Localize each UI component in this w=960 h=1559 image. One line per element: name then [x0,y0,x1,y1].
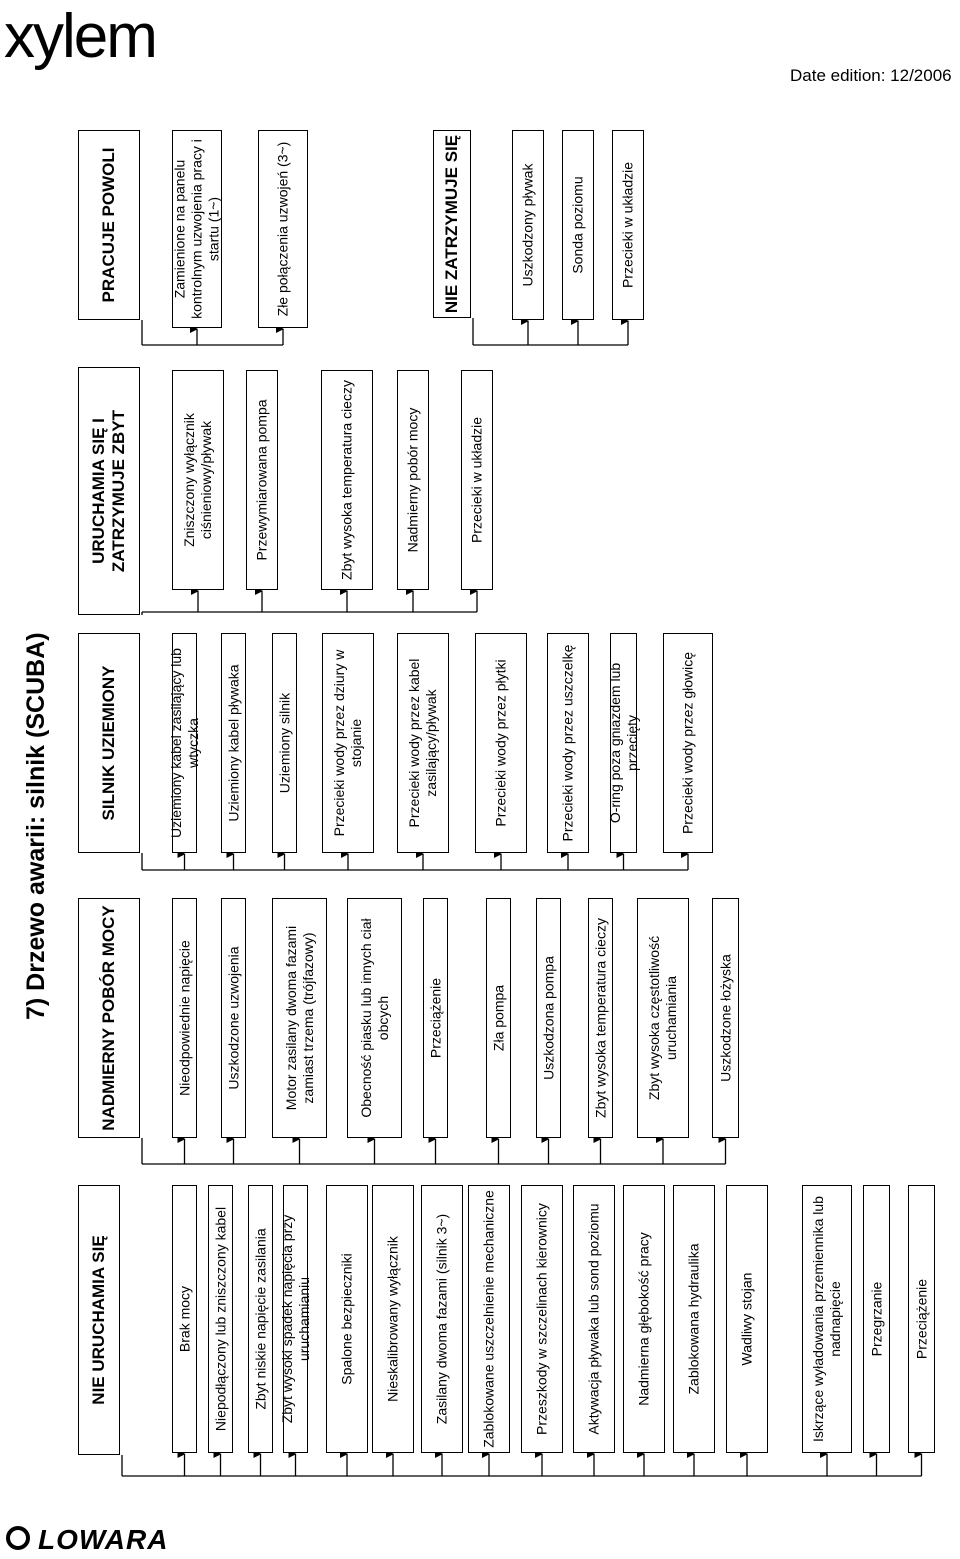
cause-silnik-uziemiony [547,633,589,853]
cause-nie-uruchamia [468,1185,510,1453]
cause-nie-uruchamia [278,1185,312,1453]
cause-uruchamia-zatrzymuje [397,370,429,590]
cause-uruchamia-zatrzymuje [321,370,373,590]
cause-pracuje-powoli-label: Złe połączenia uzwojeń (3~) [274,141,291,317]
cause-nadmierny-pobor [172,898,197,1138]
cause-nadmierny-pobor [221,898,246,1138]
cause-nie-zatrzymuje [612,130,644,320]
cause-uruchamia-zatrzymuje-label: Nadmierny pobór mocy [404,407,421,553]
cause-uruchamia-zatrzymuje-label: Przewymiarowana pompa [253,399,270,561]
cause-uruchamia-zatrzymuje-label: Zbyt wysoka temperatura cieczy [338,380,355,580]
heading-nie-uruchamia-label: NIE URUCHAMIA SIĘ [89,1235,108,1405]
cause-nadmierny-pobor-label: Uszkodzone uzwojenia [225,946,241,1090]
heading-uruchamia-zatrzymuje [78,367,140,615]
cause-uruchamia-zatrzymuje-label: Zniszczony wyłącznik ciśnieniowy/pływak [181,413,214,547]
cause-nie-uruchamia-label: Zbyt niskie napięcie zasilania [252,1228,268,1410]
cause-nadmierny-pobor-label: Zbyt wysoka częstotliwość uruchamiania [646,935,679,1101]
cause-nie-uruchamia-label: Wadliwy stojan [738,1272,755,1366]
cause-uruchamia-zatrzymuje [461,370,493,590]
cause-nadmierny-pobor-label: Motor zasilany dwoma fazami zamiast trzema (trójfazowy) [282,925,316,1111]
lowara-ring-icon [6,1526,30,1550]
cause-nie-uruchamia [172,1185,197,1453]
lowara-logo [4,1522,169,1558]
cause-nie-uruchamia-label: Przeciążenie [913,1278,929,1360]
cause-nie-uruchamia-label: Nadmierna głębokość pracy [635,1232,652,1406]
cause-silnik-uziemiony [606,633,640,853]
cause-nie-uruchamia-label: Iskrzące wyładowania przemiennika lub nadnapięcie [810,1196,843,1442]
cause-silnik-uziemiony [272,633,297,853]
cause-silnik-uziemiony-label: Przecieki wody przez płytki [492,659,509,827]
cause-nie-uruchamia-label: Zasilany dwoma fazami (silnik 3~) [433,1213,450,1425]
cause-silnik-uziemiony [322,633,374,853]
cause-nadmierny-pobor [423,898,448,1138]
cause-nadmierny-pobor-label: Zła pompa [490,984,506,1052]
cause-nadmierny-pobor [712,898,739,1138]
cause-silnik-uziemiony-label: Przecieki wody przez uszczelkę [559,644,576,842]
cause-silnik-uziemiony-label: Przecieki wody przez głowicę [679,651,696,835]
cause-nadmierny-pobor [272,898,327,1138]
cause-silnik-uziemiony [221,633,246,853]
cause-uruchamia-zatrzymuje-label: Przecieki w układzie [468,416,485,544]
cause-silnik-uziemiony [475,633,527,853]
cause-nadmierny-pobor [637,898,689,1138]
cause-nie-zatrzymuje-label: Sonda poziomu [569,176,586,274]
cause-nie-uruchamia [623,1185,665,1453]
date-edition: Date edition: 12/2006 [790,66,952,85]
cause-uruchamia-zatrzymuje [246,370,278,590]
cause-nie-uruchamia-label: Aktywacja pływaka lub sond poziomu [585,1203,602,1435]
cause-silnik-uziemiony-label: O-ring poza gniazdem lub przecięty [606,662,640,824]
cause-nie-uruchamia [673,1185,715,1453]
cause-nie-uruchamia [908,1185,935,1453]
cause-nie-zatrzymuje-label: Uszkodzony pływak [519,163,536,287]
cause-nie-uruchamia-label: Niepodłączony lub zniszczony kabel [212,1206,228,1432]
cause-nie-uruchamia [326,1185,368,1453]
heading-silnik-uziemiony [78,633,140,853]
cause-silnik-uziemiony-label: Przecieki wody przez kabel zasilający/pływak [406,658,439,828]
cause-nie-uruchamia [248,1185,273,1453]
cause-nadmierny-pobor [486,898,511,1138]
cause-nie-uruchamia [521,1185,563,1453]
cause-nie-uruchamia-label: Nieskalibrowany wyłącznik [384,1236,401,1402]
cause-silnik-uziemiony-label: Przecieki wody przez dziury w stojanie [331,649,364,837]
cause-silnik-uziemiony [167,633,201,853]
cause-nadmierny-pobor-label: Obecność piasku lub innych ciał obcych [357,918,391,1118]
cause-nie-zatrzymuje [562,130,594,320]
cause-nadmierny-pobor-label: Uszkodzona pompa [540,956,556,1080]
cause-nadmierny-pobor [347,898,402,1138]
cause-nie-uruchamia [802,1185,852,1453]
cause-silnik-uziemiony-label: Uziemiony kabel zasilający lub wtyczka [167,648,201,838]
cause-pracuje-powoli-label: Zamienione na panelu kontrolnym uzwojenia pracy i startu (1~) [171,139,222,319]
heading-silnik-uziemiony-label: SILNIK UZIEMIONY [99,665,118,821]
cause-pracuje-powoli [258,130,308,328]
cause-silnik-uziemiony [397,633,449,853]
cause-nie-uruchamia-label: Zablokowane uszczelnienie mechaniczne [480,1190,497,1448]
xylem-logo: xylem [4,2,156,71]
heading-pracuje-powoli-label: PRACUJE POWOLI [99,147,118,303]
cause-pracuje-powoli [172,130,222,328]
cause-nie-uruchamia-label: Przeszkody w szczelinach kierownicy [533,1203,550,1435]
cause-nie-uruchamia-label: Zablokowana hydraulika [685,1243,702,1395]
cause-uruchamia-zatrzymuje [172,370,224,590]
cause-nie-uruchamia-label: Przegrzanie [868,1281,884,1357]
cause-nie-uruchamia [573,1185,615,1453]
cause-nie-uruchamia-label: Zbyt wysoki spadek napięcia przy uruchamianiu [278,1214,312,1424]
cause-nie-uruchamia [421,1185,463,1453]
cause-nadmierny-pobor [588,898,613,1138]
cause-nie-uruchamia [863,1185,890,1453]
cause-nadmierny-pobor-label: Nieodpowiednie napięcie [176,940,192,1096]
cause-silnik-uziemiony-label: Uziemiony silnik [276,692,292,794]
heading-pracuje-powoli [78,130,140,320]
cause-nadmierny-pobor-label: Przeciążenie [427,977,443,1059]
cause-nie-zatrzymuje-label: Przecieki w układzie [619,161,636,289]
cause-nie-uruchamia [372,1185,414,1453]
lowara-wordmark: LOWARA [38,1524,169,1555]
page-title: 7) Drzewo awarii: silnik (SCUBA) [22,632,50,1020]
cause-nadmierny-pobor [536,898,561,1138]
cause-silnik-uziemiony [663,633,713,853]
cause-nadmierny-pobor-label: Zbyt wysoka temperatura cieczy [592,918,608,1118]
cause-nie-uruchamia [208,1185,233,1453]
cause-nie-uruchamia [726,1185,768,1453]
heading-uruchamia-zatrzymuje-label: URUCHAMIA SIĘ I ZATRZYMUJE ZBYT [89,409,128,573]
cause-silnik-uziemiony-label: Uziemiony kabel pływaka [225,664,241,822]
heading-nie-uruchamia [78,1185,120,1455]
cause-nie-zatrzymuje [512,130,544,320]
heading-nie-zatrzymuje [433,130,471,318]
heading-nie-zatrzymuje-label: NIE ZATRZYMUJE SIĘ [442,134,461,314]
cause-nie-uruchamia-label: Brak mocy [176,1285,192,1353]
heading-nadmierny-pobor [78,898,140,1138]
cause-nie-uruchamia-label: Spalone bezpieczniki [338,1253,355,1385]
heading-nadmierny-pobor-label: NADMIERNY POBÓR MOCY [99,905,118,1131]
cause-nadmierny-pobor-label: Uszkodzone łożyska [717,954,733,1082]
